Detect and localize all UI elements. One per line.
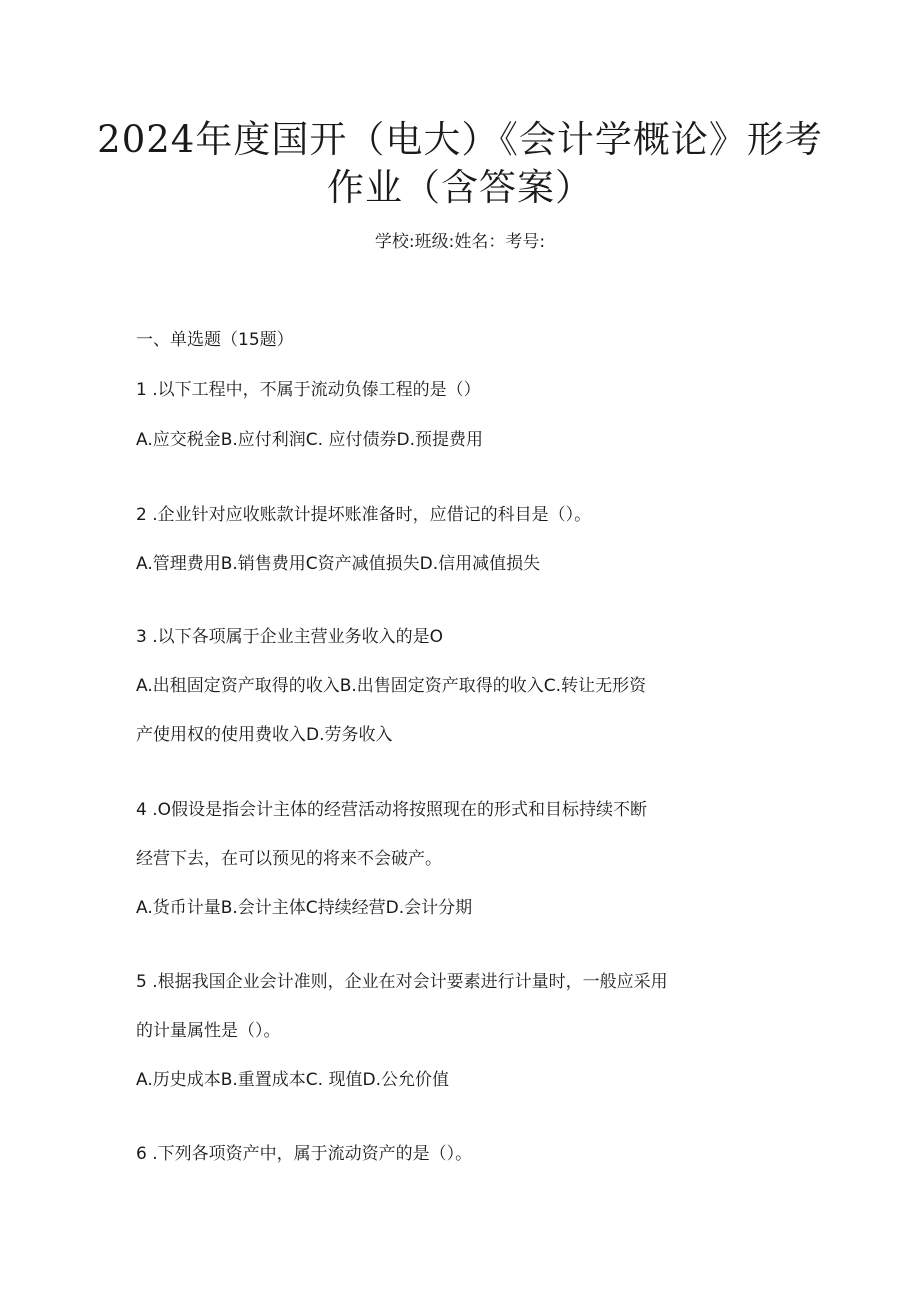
question-4-options-line-1: A.货币计量B.会计主体C持续经营D.会计分期 — [136, 898, 473, 918]
question-5-stem-line-2: 的计量属性是（）。 — [136, 1021, 281, 1041]
question-5-stem-line-1: 5 .根据我国企业会计准则，企业在对会计要素进行计量时，一般应采用 — [136, 972, 668, 992]
section-heading: 一、单选题（15题） — [136, 330, 294, 350]
document-title-line-1: 2024年度国开（电大）《会计学概论》形考 — [97, 118, 823, 161]
question-5-options-line-1: A.历史成本B.重置成本C. 现值D.公允价值 — [136, 1070, 449, 1090]
question-4-stem-line-2: 经营下去，在可以预见的将来不会破产。 — [136, 849, 442, 869]
question-2-options-line-1: A.管理费用B.销售费用C资产减值损失D.信用减值损失 — [136, 554, 541, 574]
question-2-stem-line-1: 2 .企业针对应收账款计提坏账准备时，应借记的科目是（）。 — [136, 505, 592, 525]
question-3-stem-line-1: 3 .以下各项属于企业主营业务收入的是O — [136, 627, 444, 647]
question-1-stem-line-1: 1 .以下工程中，不属于流动负傣工程的是（） — [136, 380, 481, 400]
student-info-line: 学校:班级:姓名：考号: — [374, 232, 546, 252]
question-6-stem-line-1: 6 .下列各项资产中，属于流动资产的是（）。 — [136, 1144, 473, 1164]
question-1-options-line-1: A.应交税金B.应付利润C. 应付债券D.预提费用 — [136, 430, 483, 450]
question-3-options-line-1: A.出租固定资产取得的收入B.出售固定资产取得的收入C.转让无形资 — [136, 676, 647, 696]
document-title-line-2: 作业（含答案） — [327, 166, 593, 209]
question-3-options-line-2: 产使用权的使用费收入D.劳务收入 — [136, 725, 393, 745]
question-4-stem-line-1: 4 .O假设是指会计主体的经营活动将按照现在的形式和目标持续不断 — [136, 800, 648, 820]
